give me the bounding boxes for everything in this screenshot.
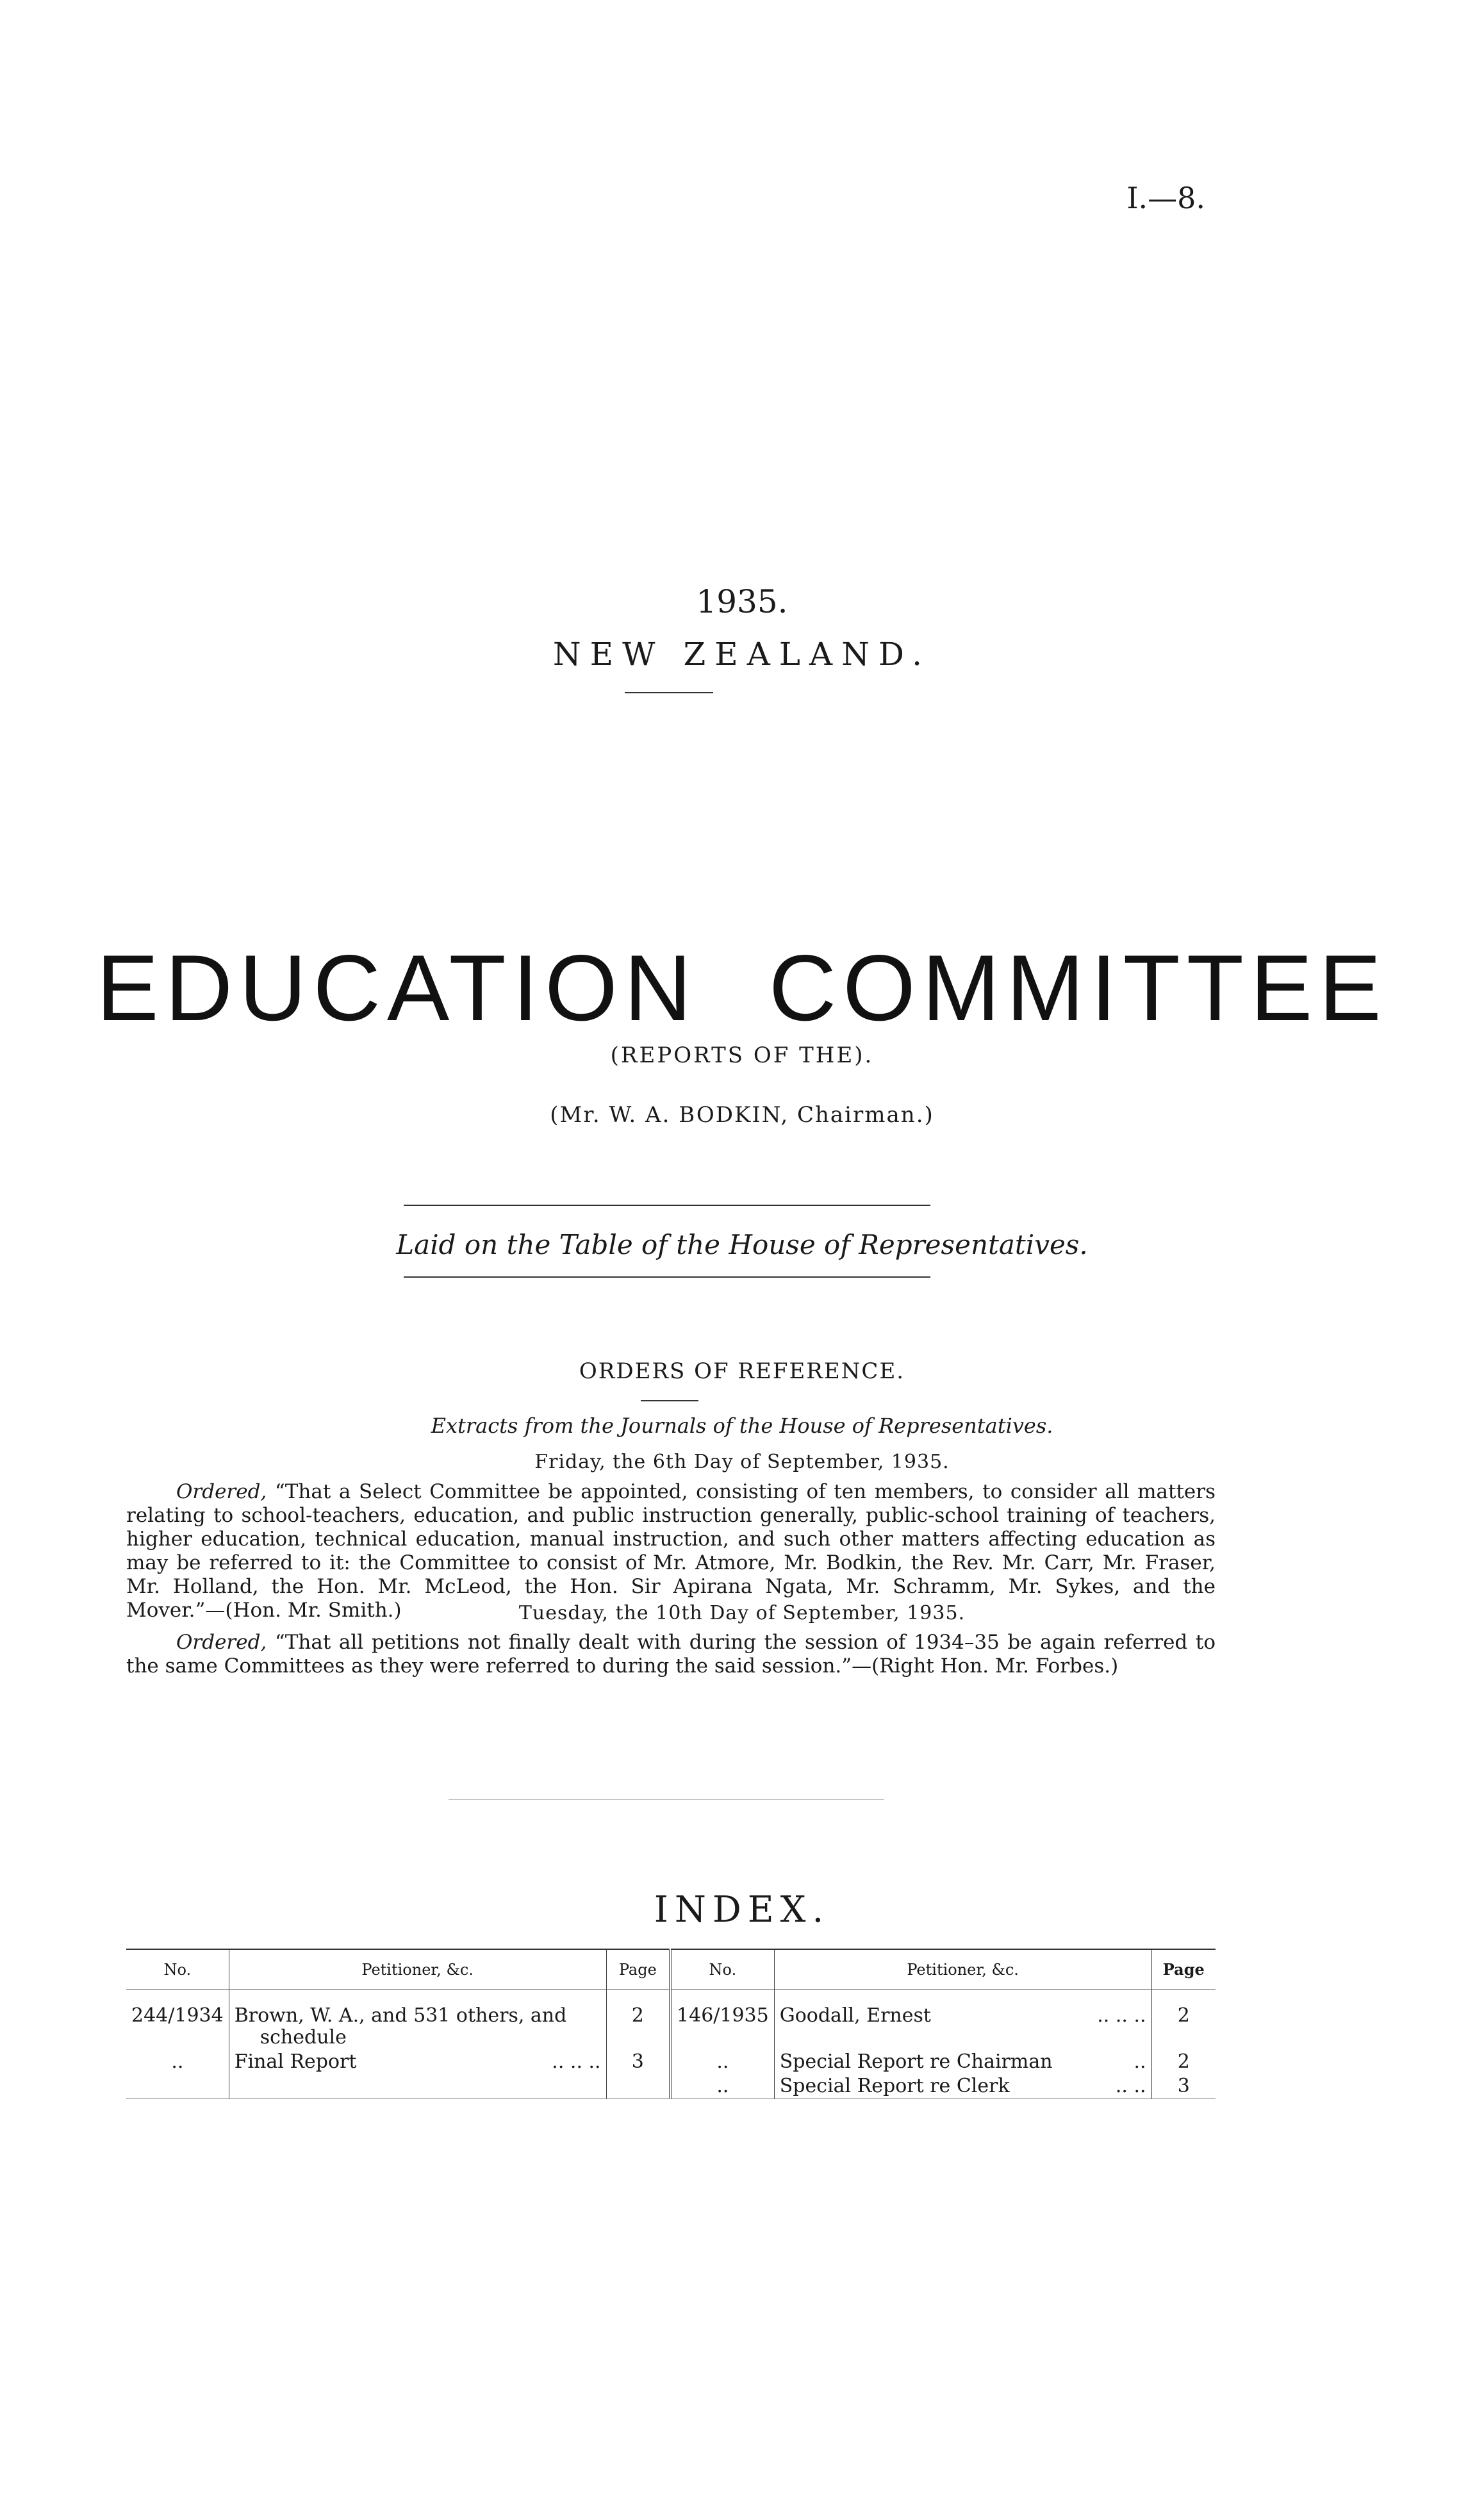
date-heading: Tuesday, the 10th Day of September, 1935. — [518, 1602, 966, 1624]
entry-page: 3 — [1151, 2074, 1216, 2099]
document-reference: I.—8. — [1126, 181, 1205, 215]
laid-on-table: Laid on the Table of the House of Representatives. — [396, 1229, 1088, 1260]
ordered-label: Ordered, — [176, 1631, 267, 1654]
column-header: No. — [670, 1949, 774, 1990]
divider — [449, 1799, 884, 1800]
extracts-line: Extracts from the Journals of the House of Representatives. — [431, 1414, 1053, 1438]
column-header: No. — [163, 1960, 192, 1979]
column-header: Petitioner, &c. — [774, 1949, 1151, 1990]
country: NEW ZEALAND. — [552, 636, 932, 673]
entry-page: 2 — [1151, 1990, 1216, 2050]
date-heading: Friday, the 6th Day of September, 1935. — [534, 1451, 950, 1473]
index-table — [126, 1949, 1216, 2099]
order-paragraph — [126, 1480, 1216, 1622]
entry-petitioner: Special Report re Clerk .. .. — [774, 2074, 1151, 2099]
entry-page: 3 — [606, 2050, 670, 2074]
entry-number: .. — [670, 2074, 774, 2099]
entry-petitioner: Final Report .. .. .. — [229, 2050, 606, 2074]
entry-page: 2 — [606, 1990, 670, 2050]
table-row — [126, 2074, 1216, 2099]
index-title: INDEX. — [654, 1889, 830, 1931]
page-title: EDUCATION COMMITTEE — [96, 936, 1388, 1040]
table-header-row — [126, 1949, 1216, 1990]
order-text: “That a Select Committee be appointed, consisting of ten members, to consider all matters relating to school-teachers, education, and public instruction generally, public-school training of teachers, higher education, technical education, manual instruction, and such other matters affecting education as may be referred to it: the Committee to consist of Mr. Atmore, Mr. Bodkin, the Rev. Mr. Carr, Mr. Fraser, Mr. Holland, the Hon. Mr. McLeod, the Hon. Sir Apirana Ngata, Mr. Schramm, Mr. Sykes, and the Mover.”—(Hon. Mr. Smith.) — [126, 1480, 1216, 1622]
divider — [404, 1205, 930, 1206]
entry-number: 146/1935 — [670, 1990, 774, 2050]
table-row — [126, 1990, 1216, 2050]
entry-petitioner: Special Report re Chairman .. — [774, 2050, 1151, 2074]
divider — [404, 1276, 930, 1278]
column-header: Page — [1151, 1949, 1216, 1990]
column-header: Petitioner, &c. — [229, 1949, 606, 1990]
divider — [641, 1400, 698, 1401]
column-header: Page — [606, 1949, 670, 1990]
chairman-line: (Mr. W. A. BODKIN, Chairman.) — [550, 1102, 934, 1128]
divider — [625, 692, 713, 693]
ordered-label: Ordered, — [176, 1480, 267, 1503]
table-row — [126, 2050, 1216, 2074]
subtitle: (REPORTS OF THE). — [610, 1043, 874, 1068]
year: 1935. — [696, 583, 788, 620]
orders-heading: ORDERS OF REFERENCE. — [579, 1358, 905, 1384]
entry-number: 244/1934 — [131, 2004, 224, 2027]
entry-number: .. — [670, 2050, 774, 2074]
entry-number: .. — [171, 2050, 184, 2073]
entry-page: 2 — [1151, 2050, 1216, 2074]
entry-petitioner: Goodall, Ernest .. .. .. — [774, 1990, 1151, 2050]
order-paragraph — [126, 1631, 1216, 1678]
entry-petitioner: Brown, W. A., and 531 others, and schedule — [229, 1990, 606, 2050]
order-text: “That all petitions not finally dealt with during the session of 1934–35 be again referred to the same Committees as they were referred to during the said session.”—(Right Hon. Mr. Forbes.) — [126, 1631, 1216, 1678]
